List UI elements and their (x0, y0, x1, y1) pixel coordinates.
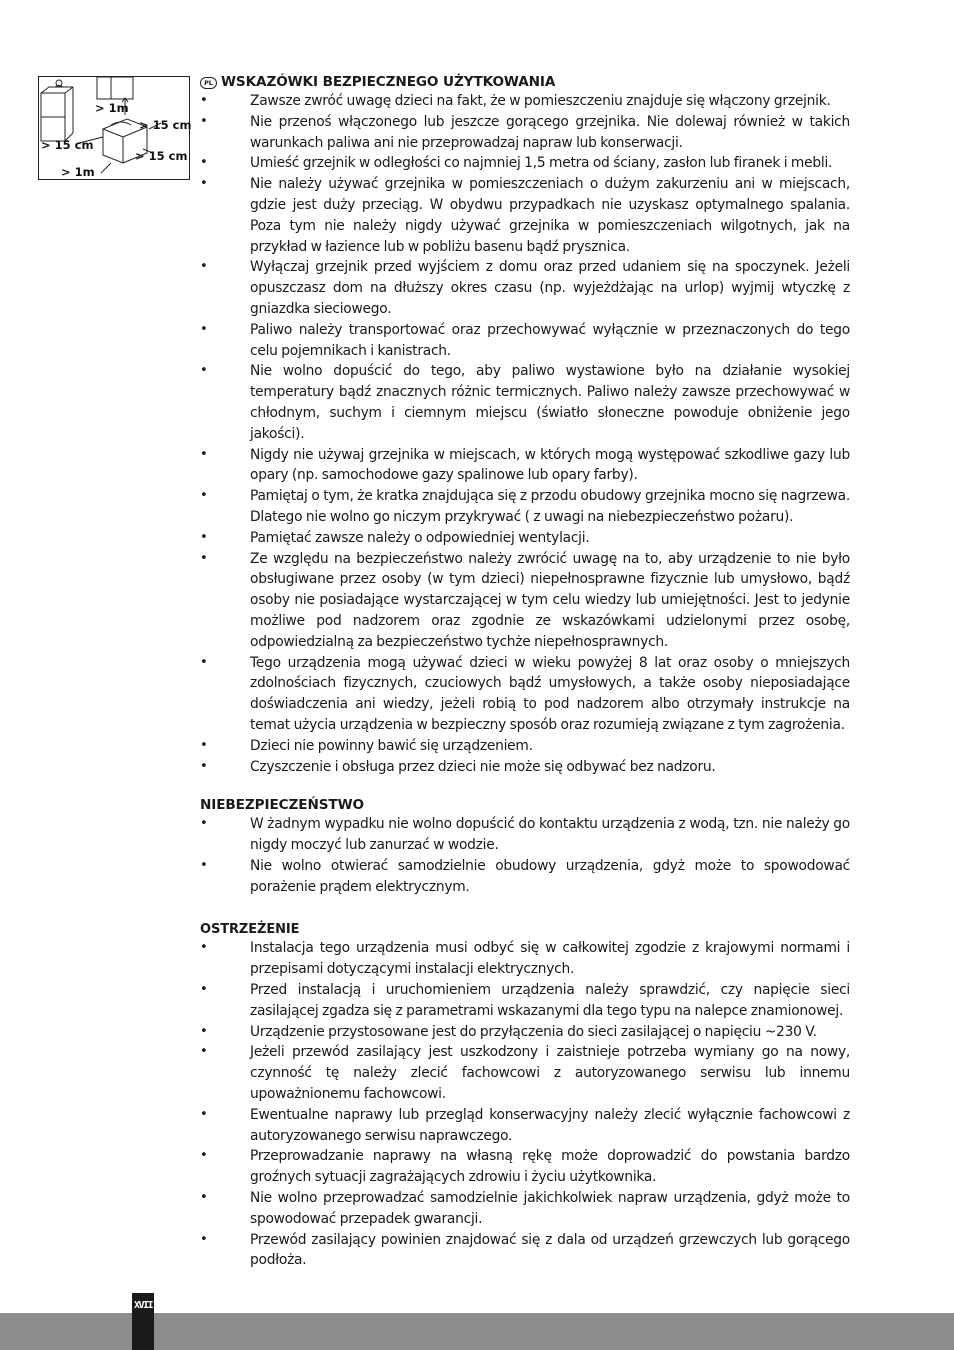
bullet-marker: • (200, 155, 208, 171)
list-item-text: Pamiętaj o tym, że kratka znajdująca się z przodu obudowy grzejnika mocno się nagrzewa. Dlatego nie wolno go niczym przykrywać ( z uwagi na niebezpieczeństwo pożaru). (250, 488, 850, 525)
list-item-text: Przeprowadzanie naprawy na własną rękę może doprowadzić do powstania bardzo groźnych sytuacji zagrażających zdrowiu i życiu użytkownika. (250, 1148, 850, 1186)
list-item (200, 1042, 850, 1104)
bullet-marker: • (200, 1148, 208, 1164)
list-item-text: Nie wolno otwierać samodzielnie obudowy urządzenia, gdyż może to spowodować porażenie prądem elektrycznym. (250, 857, 850, 895)
list-item (200, 1105, 850, 1147)
clearance-label-bottom: > 1m (61, 165, 95, 179)
list-item (200, 549, 850, 653)
clearance-label-left: > 15 cm (41, 138, 94, 152)
list-item (200, 174, 850, 257)
list-item (200, 856, 850, 898)
bullet-marker: • (200, 816, 208, 832)
list-item (200, 486, 850, 528)
list-item (200, 153, 850, 174)
bullet-marker: • (200, 857, 208, 873)
list-item (200, 1146, 850, 1188)
bullet-marker: • (200, 488, 208, 504)
danger-list (200, 814, 850, 897)
bullet-marker: • (200, 446, 208, 462)
list-item (200, 361, 850, 444)
list-item (200, 980, 850, 1022)
list-item-text: Nigdy nie używaj grzejnika w miejscach, w których mogą występować szkodliwe gazy lub opary (np. samochodowe gazy spalinowe lub opary farby). (250, 446, 850, 484)
bullet-marker: • (200, 1044, 208, 1060)
document-body (200, 74, 850, 1271)
page-number: XVII (133, 1300, 153, 1311)
bullet-marker: • (200, 1231, 208, 1247)
bullet-marker: • (200, 93, 208, 108)
list-item-text: Zawsze zwróć uwagę dzieci na fakt, że w pomieszczeniu znajduje się włączony grzejnik. (250, 93, 831, 109)
bullet-marker: • (200, 176, 208, 192)
safety-title-text: WSKAZÓWKI BEZPIECZNEGO UŻYTKOWANIA (221, 74, 556, 90)
list-item-text: Umieść grzejnik w odległości co najmniej 1,5 metra od ściany, zasłon lub firanek i mebli. (250, 155, 833, 172)
list-item-text: Czyszczenie i obsługa przez dzieci nie może się odbywać bez nadzoru. (250, 758, 716, 775)
list-item-text: Przed instalacją i uruchomieniem urządzenia należy sprawdzić, czy napięcie sieci zasilającej zgadza się z parametrami wskazanymi dla tego typu na nalepce znamionowej. (250, 982, 850, 1019)
list-item (200, 653, 850, 736)
safety-list (200, 91, 850, 777)
list-item-text: Przewód zasilający powinien znajdować się z dala od urządzeń grzewczych lub gorącego podłoża. (250, 1231, 850, 1269)
list-item-text: Nie wolno dopuścić do tego, aby paliwo wystawione było na działanie wysokiej temperatury bądź znacznych różnic termicznych. Paliwo należy zawsze przechowywać w chłodnym, suchym i ciemnym miejscu (światło słoneczne powoduje obniżenie jego jakości). (250, 363, 850, 442)
bullet-marker: • (200, 363, 208, 379)
list-item-text: Instalacja tego urządzenia musi odbyć się w całkowitej zgodzie z krajowymi normami i przepisami dotyczącymi instalacji elektrycznych. (250, 940, 850, 978)
bullet-marker: • (200, 113, 208, 129)
list-item-text: Nie wolno przeprowadzać samodzielnie jakichkolwiek napraw urządzenia, gdyż może to spowodować przepadek gwarancji. (250, 1190, 850, 1227)
clearance-label-top: > 1m (95, 101, 129, 115)
list-item (200, 736, 850, 757)
list-item-text: Urządzenie przystosowane jest do przyłączenia do sieci zasilającej o napięciu ~230 V. (250, 1023, 817, 1040)
list-item (200, 257, 850, 319)
list-item (200, 445, 850, 487)
list-item-text: Paliwo należy transportować oraz przechowywać wyłącznie w przeznaczonych do tego celu pojemnikach i kanistrach. (250, 321, 850, 359)
list-item-text: Jeżeli przewód zasilający jest uszkodzony i zaistnieje potrzeba wymiany go na nowy, czynność tę należy zlecić fachowcowi z autoryzowanego serwisu lub innemu upoważnionemu fachowcowi. (250, 1044, 850, 1103)
safety-section-title (200, 74, 850, 91)
bullet-marker: • (200, 550, 208, 566)
list-item (200, 757, 850, 778)
list-item (200, 528, 850, 549)
list-item (200, 1022, 850, 1043)
list-item-text: Tego urządzenia mogą używać dzieci w wieku powyżej 8 lat oraz osoby o mniejszych zdolnościach fizycznych, czuciowych bądź umysłowych, a także osoby nieposiadające doświadczenia ani wiedzy, jeżeli robią to pod nadzorem albo otrzymały instrukcje na temat użycia urządzenia w bezpieczny sposób oraz rozumieją związane z tym zagrożenia. (250, 654, 850, 733)
list-item-text: Wyłączaj grzejnik przed wyjściem z domu oraz przed udaniem się na spoczynek. Jeżeli opuszczasz dom na dłuższy okres czasu (np. wyjeżdżając na urlop) wyjmij wtyczkę z gniazdka sieciowego. (250, 259, 850, 317)
bullet-marker: • (200, 654, 208, 670)
list-item (200, 91, 850, 112)
bullet-marker: • (200, 1106, 208, 1122)
clearance-label-right-bottom: > 15 cm (135, 149, 188, 163)
list-item-text: Nie należy używać grzejnika w pomieszczeniach o dużym zakurzeniu ani w miejscach, gdzie jest duży przeciąg. W obydwu przypadkach nie uzyskasz optymalnego spalania. Poza tym nie należy nigdy używać grzejnika w pomieszczeniach wilgotnych, jak na przykład w łazience lub w pobliżu basenu bądź prysznica. (250, 176, 850, 255)
bullet-marker: • (200, 758, 208, 774)
list-item-text: Ewentualne naprawy lub przegląd konserwacyjny należy zlecić wyłącznie fachowcowi z autoryzowanego serwisu naprawczego. (250, 1106, 850, 1144)
list-item-text: Nie przenoś włączonego lub jeszcze gorącego grzejnika. Nie dolewaj również w takich warunkach paliwa ani nie przeprowadzaj napraw lub konserwacji. (250, 113, 850, 151)
list-item (200, 814, 850, 856)
bullet-marker: • (200, 321, 208, 337)
clearance-label-right-top: > 15 cm (139, 118, 192, 132)
list-item-text: Dzieci nie powinny bawić się urządzeniem. (250, 737, 533, 754)
list-item (200, 320, 850, 362)
bullet-marker: • (200, 529, 208, 545)
bullet-marker: • (200, 940, 208, 956)
list-item-text: Ze względu na bezpieczeństwo należy zwrócić uwagę na to, aby urządzenie to nie było obsługiwane przez osoby (w tym dzieci) niepełnosprawne fizycznie lub umysłowo, bądź osoby nie posiadające wystarczającej w tym celu wiedzy lub umiejętności. Jest to jedynie możliwe pod nadzorem oraz zgodnie ze wskazówkami udzielonymi przez osobę, odpowiedzialną za bezpieczeństwo tychże niepełnosprawnych. (250, 550, 850, 650)
language-badge: PL (200, 77, 217, 89)
warning-section-title: OSTRZEŻENIE (200, 922, 300, 938)
bullet-marker: • (200, 1023, 208, 1039)
bullet-marker: • (200, 982, 208, 998)
list-item-text: Pamiętać zawsze należy o odpowiedniej wentylacji. (250, 529, 590, 546)
bullet-marker: • (200, 259, 208, 275)
list-item (200, 1230, 850, 1272)
danger-section-title: NIEBEZPIECZEŃSTWO (200, 797, 364, 814)
clearance-illustration (38, 76, 190, 180)
list-item (200, 938, 850, 980)
list-item (200, 1188, 850, 1230)
warning-list (200, 938, 850, 1271)
bullet-marker: • (200, 1190, 208, 1206)
bullet-marker: • (200, 737, 208, 753)
list-item-text: W żadnym wypadku nie wolno dopuścić do kontaktu urządzenia z wodą, tzn. nie należy go nigdy moczyć lub zanurzać w wodzie. (250, 816, 850, 854)
list-item (200, 112, 850, 154)
